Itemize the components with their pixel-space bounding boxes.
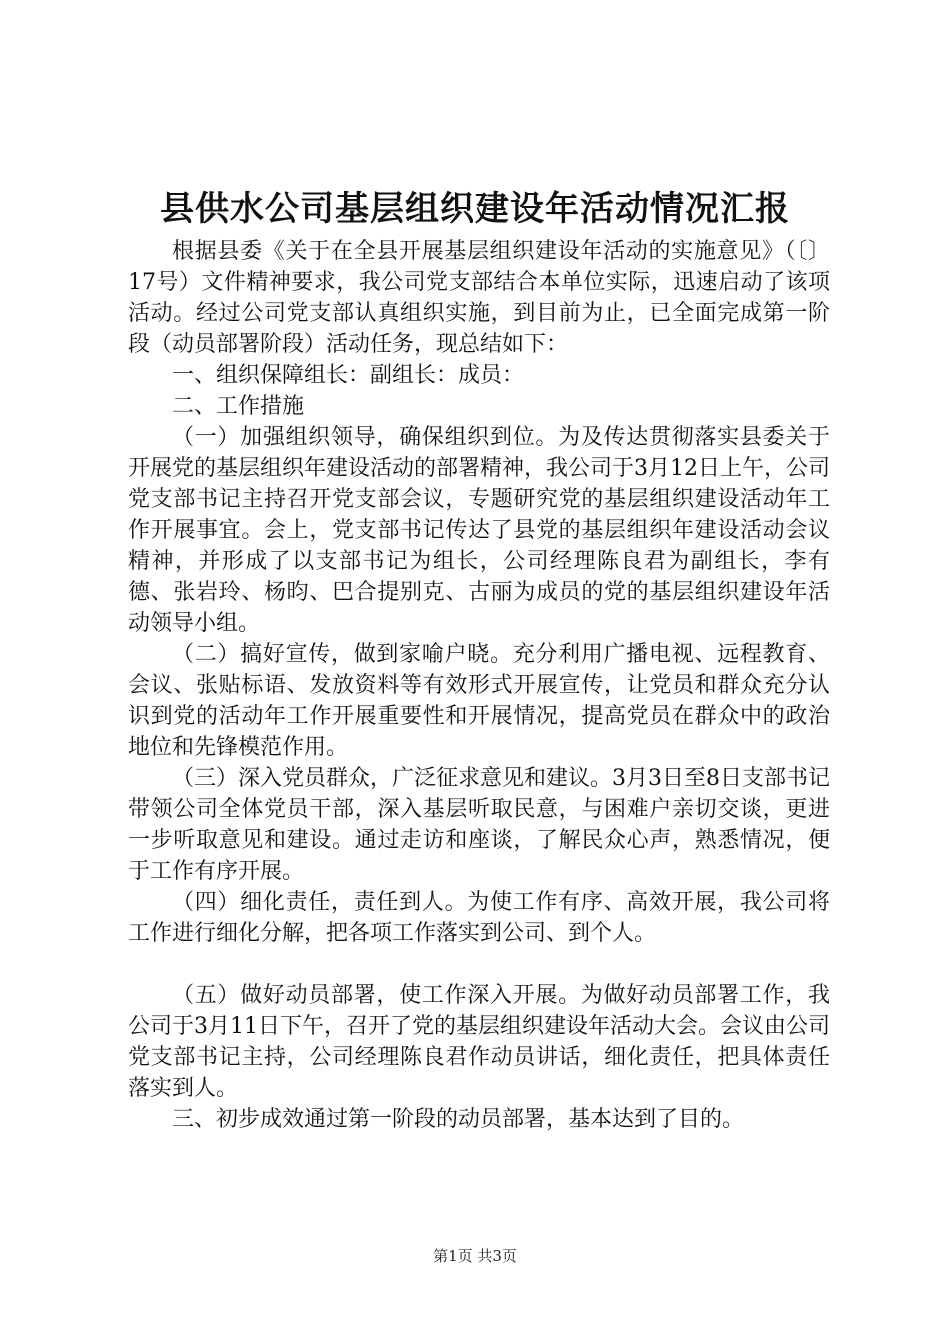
section-heading-results: 三、初步成效通过第一阶段的动员部署，基本达到了目的。: [172, 1107, 745, 1132]
intro-paragraph: 根据县委《关于在全县开展基层组织建设年活动的实施意见》（〔〕17号）文件精神要求，我公司党支部结合本单位实际，迅速启动了该项活动。经过公司党支部认真组织实施，到目前为止，已全面完成第一阶段（动员部署阶段）活动任务，现总结如下：: [128, 239, 830, 357]
document-body: [128, 236, 830, 1135]
page-number-footer: 第1页 共3页: [433, 1247, 517, 1265]
measure-paragraph-2: （二）搞好宣传，做到家喻户晓。充分利用广播电视、远程教育、会议、张贴标语、发放资料等有效形式开展宣传，让党员和群众充分认识到党的活动年工作开展重要性和开展情况，提高党员在群众中的政治地位和先锋模范作用。: [128, 642, 830, 760]
measure-paragraph-1: （一）加强组织领导，确保组织到位。为及传达贯彻落实县委关于开展党的基层组织年建设活动的部署精神，我公司于3月12日上午，公司党支部书记主持召开党支部会议，专题研究党的基层组织建设活动年工作开展事宜。会上，党支部书记传达了县党的基层组织年建设活动会议精神，并形成了以支部书记为组长，公司经理陈良君为副组长，李有德、张岩玲、杨昀、巴合提别克、古丽为成员的党的基层组织建设年活动领导小组。: [128, 425, 830, 636]
measure-paragraph-5: （五）做好动员部署，使工作深入开展。为做好动员部署工作，我公司于3月11日下午，召开了党的基层组织建设年活动大会。会议由公司党支部书记主持，公司经理陈良君作动员讲话，细化责任，把具体责任落实到人。: [128, 983, 830, 1101]
measure-paragraph-3: （三）深入党员群众，广泛征求意见和建议。3月3日至8日支部书记带领公司全体党员干部，深入基层听取民意，与困难户亲切交谈，更进一步听取意见和建设。通过走访和座谈，了解民众心声，熟悉情况，便于工作有序开展。: [128, 766, 830, 884]
document-title: 县供水公司基层组织建设年活动情况汇报: [160, 189, 790, 229]
measure-paragraph-4: （四）细化责任，责任到人。为使工作有序、高效开展，我公司将工作进行细化分解，把各项工作落实到公司、到个人。: [128, 890, 830, 946]
section-heading-measures: 二、工作措施: [172, 394, 305, 419]
section-heading-organization: 一、组织保障组长：副组长：成员：: [172, 363, 525, 388]
